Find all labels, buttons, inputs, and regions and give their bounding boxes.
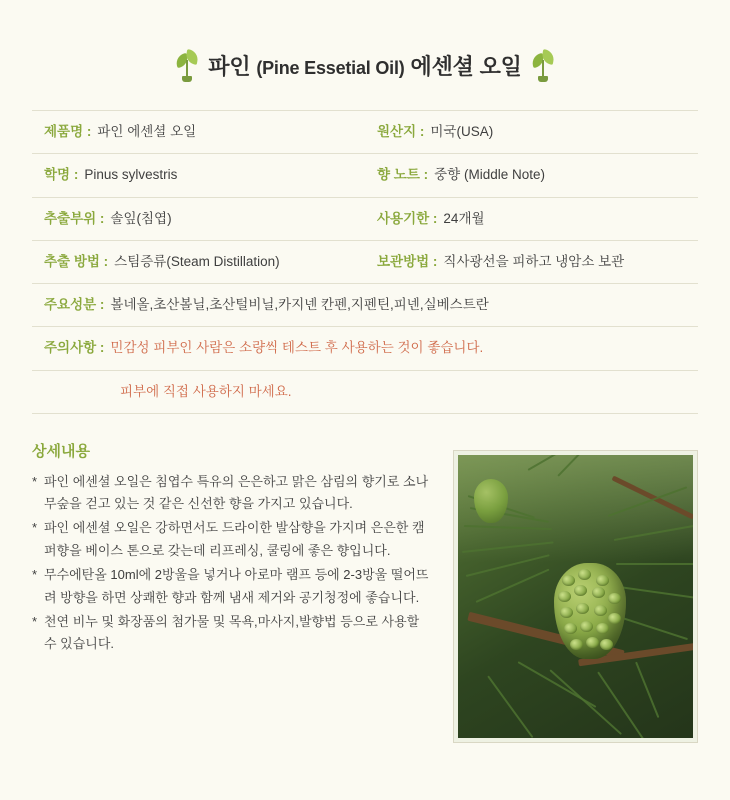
table-row-caution-secondary bbox=[32, 371, 698, 414]
value-caution-secondary: 피부에 직접 사용하지 마세요. bbox=[120, 383, 292, 399]
page-title bbox=[0, 0, 730, 110]
table-row-caution bbox=[32, 327, 698, 370]
list-item-text: 무수에탄올 10ml에 2방울을 넣거나 아로마 램프 등에 2-3방울 떨어뜨려 방향을 하면 상쾌한 향과 함께 냄새 제거와 공기청정에 좋습니다. bbox=[44, 567, 429, 605]
table-row bbox=[32, 154, 698, 197]
label-extraction-part: 추출부위 : bbox=[44, 210, 105, 226]
label-note: 향 노트 : bbox=[377, 167, 429, 183]
value-note: 중향 (Middle Note) bbox=[434, 167, 545, 183]
value-caution: 민감성 피부인 사람은 소량씩 테스트 후 사용하는 것이 좋습니다. bbox=[110, 340, 484, 356]
info-cell-expiry bbox=[365, 198, 698, 240]
info-cell-storage bbox=[365, 241, 698, 283]
info-cell-scientific-name bbox=[32, 154, 365, 196]
secondary-cone bbox=[474, 479, 508, 523]
info-cell-origin bbox=[365, 111, 698, 153]
value-ingredients: 볼네올,초산볼닐,초산털비닐,카지넨 칸펜,지펜틴,피넨,실베스트란 bbox=[110, 297, 489, 312]
label-ingredients: 주요성분 : bbox=[44, 297, 105, 312]
primary-cone bbox=[554, 563, 626, 659]
page-title-text bbox=[208, 50, 521, 81]
info-cell-extraction-method bbox=[32, 241, 365, 283]
info-cell-note bbox=[365, 154, 698, 196]
pine-cone-photo bbox=[453, 450, 698, 743]
bullet-marker: * bbox=[32, 473, 38, 489]
value-scientific-name: Pinus sylvestris bbox=[84, 167, 178, 183]
value-storage: 직사광선을 피하고 냉암소 보관 bbox=[443, 253, 625, 269]
list-item-text: 파인 에센셜 오일은 강하면서도 드라이한 발삼향을 가지며 은은한 캠퍼향을 베이스 톤으로 갖는데 리프레싱, 쿨링에 좋은 향입니다. bbox=[44, 520, 425, 558]
bullet-marker: * bbox=[32, 567, 38, 583]
details-section bbox=[32, 440, 698, 743]
product-info-table bbox=[32, 110, 698, 414]
table-row-ingredients bbox=[32, 284, 698, 327]
sprout-icon bbox=[532, 48, 554, 82]
list-item-text: 파인 에센셜 오일은 침엽수 특유의 은은하고 맑은 삼림의 향기로 소나무숲을 걷고 있는 것 같은 신선한 향을 가지고 있습니다. bbox=[44, 473, 429, 512]
list-item bbox=[32, 564, 435, 609]
bullet-marker: * bbox=[32, 613, 38, 629]
info-cell-product-name bbox=[32, 111, 365, 153]
label-scientific-name: 학명 : bbox=[44, 167, 79, 183]
list-item bbox=[32, 611, 435, 656]
info-cell-caution bbox=[32, 327, 698, 369]
table-row bbox=[32, 198, 698, 241]
label-expiry: 사용기한 : bbox=[377, 210, 438, 226]
title-korean-main: 파인 bbox=[208, 53, 251, 79]
details-text-block bbox=[32, 440, 435, 658]
info-cell-extraction-part bbox=[32, 198, 365, 240]
bullet-marker: * bbox=[32, 520, 38, 536]
label-storage: 보관방법 : bbox=[377, 253, 438, 269]
value-expiry: 24개월 bbox=[443, 210, 485, 226]
photo-canvas bbox=[458, 455, 693, 738]
list-item bbox=[32, 471, 435, 516]
label-extraction-method: 추출 방법 : bbox=[44, 253, 109, 269]
table-row bbox=[32, 111, 698, 154]
info-cell-caution-secondary bbox=[32, 371, 698, 413]
details-heading: 상세내용 bbox=[32, 442, 90, 460]
sprout-icon bbox=[176, 48, 198, 82]
list-item-text: 천연 비누 및 화장품의 첨가물 및 목욕,마사지,발향법 등으로 사용할 수 있습니다. bbox=[44, 613, 420, 652]
label-origin: 원산지 : bbox=[377, 124, 425, 139]
info-cell-ingredients bbox=[32, 284, 698, 326]
label-caution: 주의사항 : bbox=[44, 340, 105, 356]
title-korean-sub: 에센셜 오일 bbox=[410, 53, 522, 79]
list-item bbox=[32, 517, 435, 562]
table-row bbox=[32, 241, 698, 284]
value-product-name: 파인 에센셜 오일 bbox=[97, 124, 197, 139]
value-extraction-part: 솔잎(침엽) bbox=[110, 210, 172, 226]
value-origin: 미국(USA) bbox=[430, 124, 494, 139]
value-extraction-method: 스팀증류(Steam Distillation) bbox=[114, 253, 280, 269]
title-latin: (Pine Essetial Oil) bbox=[256, 57, 405, 78]
label-product-name: 제품명 : bbox=[44, 124, 92, 139]
